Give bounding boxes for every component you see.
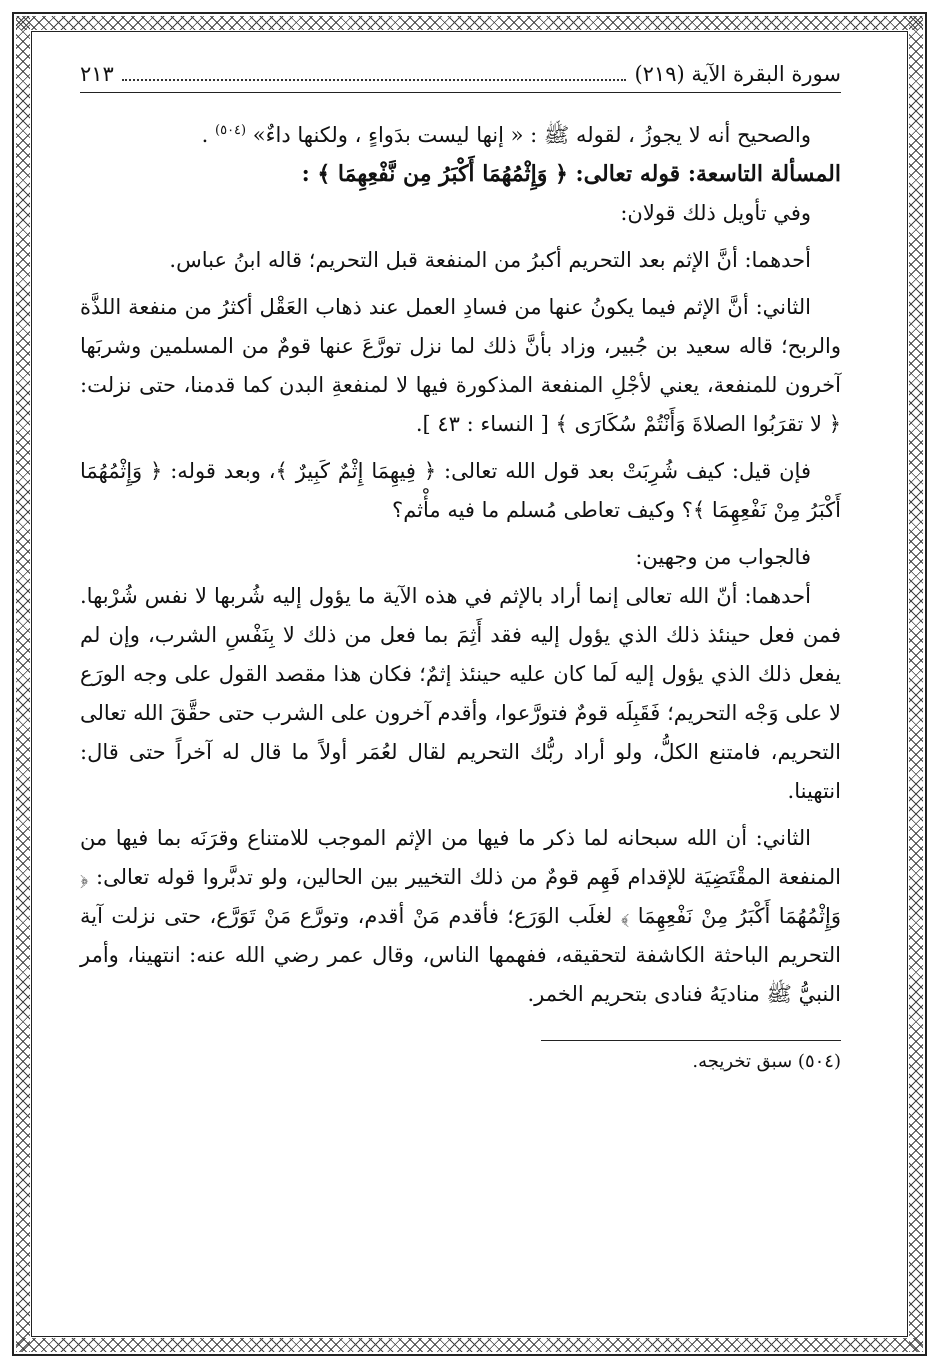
paragraph-1: [80, 111, 841, 155]
paragraph-1-end: .: [201, 123, 216, 147]
paragraph-8: أحدهما: أنّ الله تعالى إنما أراد بالإثم في هذه الآية ما يؤول إليه شُربها لا نفس شُرْبها. فمن فعل حينئذ ذلك الذي يؤول إليه فقد أَثِمَ بما فعل من ذلك لا بِنَفْسِ الشرب، وإن لم يفعل ذلك الذي يؤول إليه لَما كان عليه حينئذ إثمٌ؛ فكان هذا مقصد القول على وجه الورَع لا على وَجْه التحريم؛ فَقَبِلَه قومٌ فتورَّعوا، وأقدم آخرون على الشرب حتى حقَّقَ الله تعالى التحريم، فامتنع الكلُّ، ولو أراد ربُّك التحريم لقال لعُمَر أولاً ما قال له آخراً حتى قال: انتهينا.: [80, 584, 841, 803]
footnote-ref: (٥٠٤): [215, 123, 247, 138]
paragraph-9: الثاني: أن الله سبحانه لما ذكر ما فيها من الإثم الموجب للامتناع وقرَنَه بما فيها من المنفعة المقْتَضِيَة للإقدام فَهِم قومٌ من ذلك التخيير بين الحالين، ولو تدبَّروا قوله تعالى: ﴿ وَإِثْمُهُمَا أَكْبَرُ مِنْ نَفْعِهِمَا ﴾ لغلَب الوَرَع؛ فأقدم مَنْ أقدم، وتورَّع مَنْ تَوَرَّع، حتى نزلت آية التحريم الباحثة الكاشفة لتحقيقه، ففهمها الناس، وقال عمر رضي الله عنه: انتهينا، وأمر النبيُّ ﷺ مناديَهُ فنادى بتحريم الخمر.: [80, 826, 841, 1006]
running-header: [80, 62, 841, 93]
section-heading: المسألة التاسعة: قوله تعالى: ﴿ وَإِثْمُهُمَا أَكْبَرُ مِن نَّفْعِهِمَا ﴾ :: [301, 161, 841, 187]
paragraph-4: أحدهما: أنَّ الإثم بعد التحريم أكبرُ من المنفعة قبل التحريم؛ قاله ابنُ عباس.: [169, 248, 811, 272]
page-content: [80, 62, 841, 1072]
paragraph-7: فالجواب من وجهين:: [635, 545, 811, 569]
header-title: سورة البقرة الآية (٢١٩): [634, 62, 841, 86]
footnote: (٥٠٤) سبق تخريجه.: [692, 1051, 841, 1072]
border-pattern-left: [16, 16, 30, 1352]
paragraph-1-text: والصحيح أنه لا يجوزُ ، لقوله ﷺ : « إنها ليست بدَواءٍ ، ولكنها داءٌ»: [246, 123, 811, 147]
border-pattern-top: [16, 16, 923, 30]
header-dots: [122, 69, 627, 81]
paragraph-5: الثاني: أنَّ الإثم فيما يكونُ عنها من فسادِ العمل عند ذهاب العَقْل أكثرُ من منفعة اللذَّة والربح؛ قاله سعيد بن جُبير، وزاد بأنَّ ذلك لما نزل تورَّعَ عنها قومٌ من المسلمين وشربَها آخرون للمنفعة، يعني لأجْلِ المنفعة المذكورة فيها لا لمنفعةِ البدن كما قدمنا، حتى نزلت: ﴿ لا تقرَبُوا الصلاةَ وَأَنْتُمْ سُكَارَى ﴾ [ النساء : ٤٣ ].: [80, 295, 841, 436]
border-pattern-right: [909, 16, 923, 1352]
border-pattern-bottom: [16, 1338, 923, 1352]
paragraph-3: وفي تأويل ذلك قولان:: [620, 201, 811, 225]
footnote-divider: [541, 1040, 841, 1041]
paragraph-6: فإن قيل: كيف شُرِبَتْ بعد قول الله تعالى: ﴿ فِيهِمَا إِثْمٌ كَبِيرٌ ﴾، وبعد قوله: ﴿ وَإِثْمُهُمَا أَكْبَرُ مِنْ نَفْعِهِمَا ﴾؟ وكيف تعاطى مُسلم ما فيه مأْثم؟: [80, 459, 841, 522]
page-number: ٢١٣: [80, 62, 114, 86]
